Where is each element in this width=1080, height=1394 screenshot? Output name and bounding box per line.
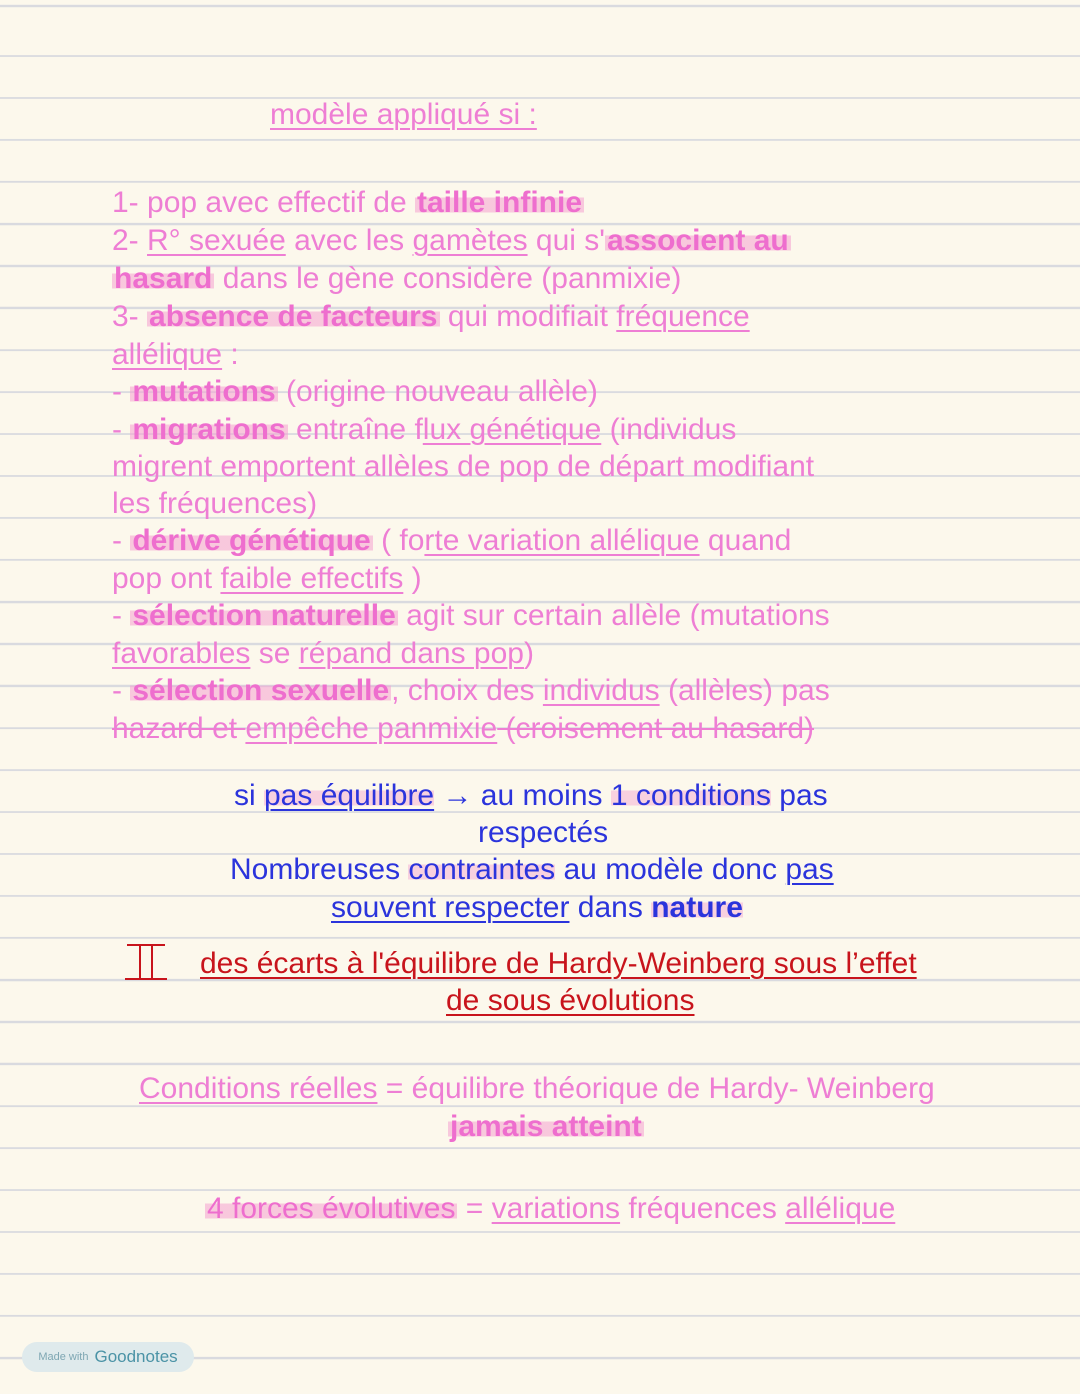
list-item: - mutations (origine nouveau allèle) bbox=[112, 375, 598, 408]
goodnotes-logo: Goodnotes bbox=[94, 1347, 178, 1366]
list-item: pop ont faible effectifs ) bbox=[112, 562, 422, 595]
list-item: 3- absence de facteurs qui modifiait fréquence bbox=[112, 300, 750, 333]
list-item: 1- pop avec effectif de taille infinie bbox=[112, 186, 583, 219]
roman-numeral-two-icon bbox=[124, 942, 168, 982]
section-heading-line-2: de sous évolutions bbox=[446, 984, 695, 1017]
highlight: associent au bbox=[607, 224, 789, 257]
list-item: migrent emportent allèles de pop de départ modifiant bbox=[112, 450, 815, 483]
note-line: souvent respecter dans nature bbox=[331, 891, 743, 924]
highlight: dérive génétique bbox=[132, 524, 371, 557]
list-item: les fréquences) bbox=[112, 487, 318, 520]
conditions-line-2 bbox=[448, 1108, 644, 1146]
list-item: - sélection naturelle agit sur certain allèle (mutations bbox=[112, 599, 830, 632]
highlight: jamais atteint bbox=[450, 1110, 642, 1143]
section-title: modèle appliqué si : bbox=[270, 98, 537, 131]
list-item: hazard et empêche panmixie (croisement au hasard) bbox=[112, 712, 815, 745]
list-item: hasard dans le gène considère (panmixie) bbox=[114, 262, 682, 295]
list-item: - migrations entraîne flux génétique (individus bbox=[112, 413, 737, 446]
note-line: Nombreuses contraintes au modèle donc pas bbox=[230, 853, 834, 886]
highlight: hasard bbox=[114, 262, 213, 295]
list-item: allélique : bbox=[112, 338, 239, 371]
highlight: absence de facteurs bbox=[149, 300, 438, 333]
forces-line: 4 forces évolutives = variations fréquences allélique bbox=[207, 1192, 896, 1225]
list-item: - dérive génétique ( forte variation allélique quand bbox=[112, 524, 792, 557]
highlight: sélection naturelle bbox=[132, 599, 396, 632]
highlight: mutations bbox=[132, 375, 276, 408]
conditions-line: Conditions réelles = équilibre théorique de Hardy- Weinberg bbox=[139, 1072, 935, 1105]
highlight: migrations bbox=[132, 413, 286, 446]
goodnotes-badge: Made with Goodnotes bbox=[22, 1342, 194, 1372]
list-item: - sélection sexuelle, choix des individus (allèles) pas bbox=[112, 674, 830, 707]
highlight: taille infinie bbox=[416, 186, 583, 219]
highlight: 4 forces évolutives bbox=[207, 1192, 456, 1225]
list-item: 2- R° sexuée avec les gamètes qui s'associent au bbox=[112, 224, 789, 257]
list-item: favorables se répand dans pop) bbox=[112, 637, 534, 670]
highlight: sélection sexuelle bbox=[132, 674, 390, 707]
note-line: si pas équilibre → au moins 1 conditions pas bbox=[234, 779, 828, 812]
note-line: respectés bbox=[478, 816, 609, 849]
section-heading-line-1: des écarts à l'équilibre de Hardy-Weinberg sous l’effet bbox=[200, 947, 917, 980]
